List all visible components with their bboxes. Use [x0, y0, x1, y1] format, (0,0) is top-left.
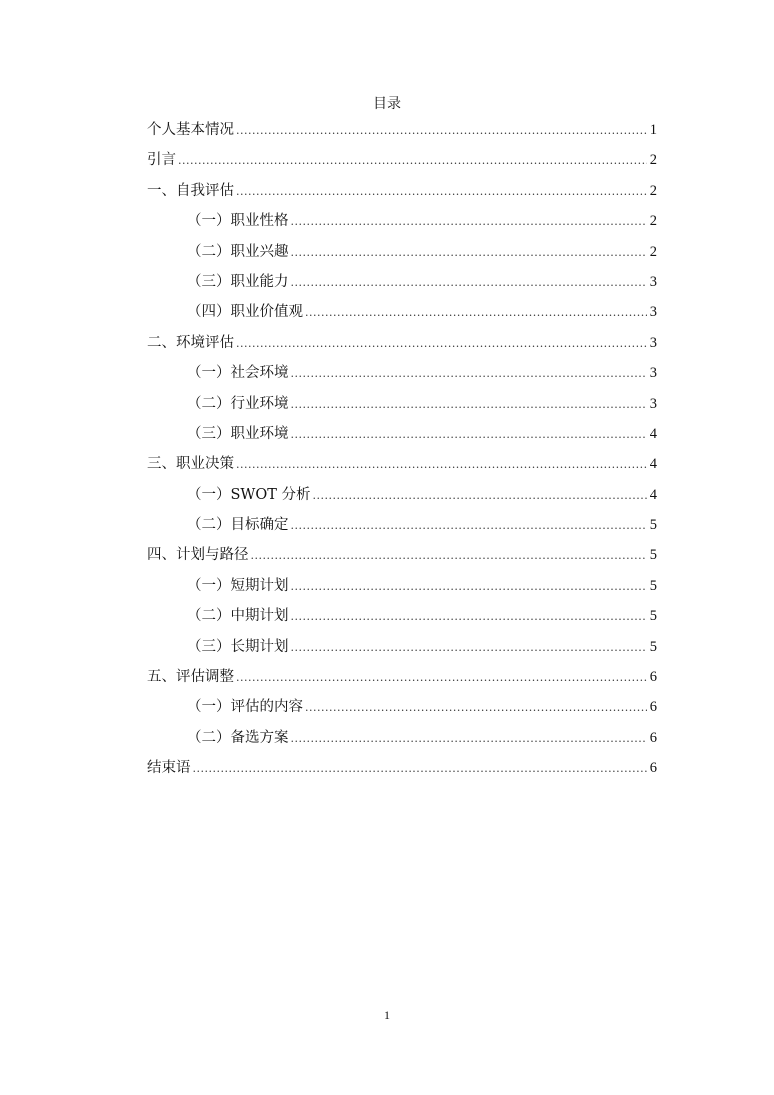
toc-dot-leader [291, 210, 648, 234]
toc-dot-leader [291, 271, 648, 295]
toc-entry[interactable] [147, 179, 657, 209]
toc-dot-leader [236, 453, 647, 477]
toc-entry[interactable] [147, 392, 657, 422]
toc-entry[interactable] [147, 756, 657, 786]
toc-entry-page: 5 [649, 577, 657, 594]
toc-entry-label: 个人基本情况 [147, 122, 234, 138]
toc-entry-label: （三）职业能力 [187, 273, 289, 290]
toc-entry[interactable] [147, 604, 657, 634]
toc-entry-page: 6 [649, 669, 657, 686]
toc-entry[interactable] [147, 726, 657, 756]
toc-entry[interactable] [147, 209, 657, 239]
toc-dot-leader [291, 605, 648, 629]
toc-dot-leader [313, 484, 647, 508]
toc-entry-label: 结束语 [147, 760, 191, 777]
toc-entry-label: （二）行业环境 [187, 395, 289, 412]
toc-dot-leader [236, 180, 647, 204]
toc-entry-page: 4 [649, 456, 657, 473]
toc-entry[interactable] [147, 270, 657, 300]
toc-entry[interactable] [147, 361, 657, 391]
toc-entry-label: （二）中期计划 [187, 608, 289, 625]
toc-entry-label: （一）SWOT 分析 [187, 486, 311, 503]
toc-entry[interactable] [147, 665, 657, 695]
toc-entry-page: 3 [649, 334, 657, 351]
toc-dot-leader [291, 362, 648, 386]
toc-entry-page: 3 [649, 365, 657, 382]
toc-entry-label: 三、职业决策 [147, 456, 234, 473]
toc-dot-leader [236, 666, 647, 690]
toc-entry-page: 5 [649, 517, 657, 534]
toc-dot-leader [305, 301, 647, 325]
toc-entry-label: 二、环境评估 [147, 334, 234, 351]
toc-dot-leader [236, 119, 647, 143]
toc-dot-leader [193, 757, 648, 781]
toc-entry-page: 2 [649, 213, 657, 230]
toc-entry[interactable] [147, 331, 657, 361]
toc-entry[interactable] [147, 483, 657, 513]
toc-entry-page: 3 [649, 273, 657, 290]
toc-entry[interactable] [147, 118, 657, 148]
toc-entry-page: 6 [649, 760, 657, 777]
toc-entry[interactable] [147, 513, 657, 543]
toc-entry-page: 3 [649, 304, 657, 321]
toc-list [147, 118, 657, 787]
toc-entry-page: 1 [649, 122, 657, 138]
toc-entry-page: 5 [649, 638, 657, 655]
toc-entry-label: （三）职业环境 [187, 425, 289, 442]
toc-entry-label: （一）职业性格 [187, 213, 289, 230]
toc-entry[interactable] [147, 300, 657, 330]
toc-entry-label: （三）长期计划 [187, 638, 289, 655]
toc-entry-page: 5 [649, 547, 657, 564]
toc-entry-page: 2 [649, 182, 657, 199]
toc-entry-page: 4 [649, 486, 657, 503]
toc-entry-label: （四）职业价值观 [187, 304, 303, 321]
toc-entry-label: 五、评估调整 [147, 669, 234, 686]
toc-entry-page: 3 [649, 395, 657, 412]
toc-entry-label: （二）备选方案 [187, 729, 289, 746]
toc-entry-label: （二）目标确定 [187, 517, 289, 534]
toc-entry[interactable] [147, 543, 657, 573]
toc-dot-leader [305, 696, 647, 720]
toc-dot-leader [291, 241, 648, 265]
toc-dot-leader [291, 393, 648, 417]
toc-title: 目录 [373, 96, 401, 112]
toc-entry-page: 6 [649, 699, 657, 716]
page-number: 1 [384, 1008, 390, 1022]
toc-entry[interactable] [147, 148, 657, 178]
toc-entry-label: 引言 [147, 152, 176, 169]
toc-entry-label: （二）职业兴趣 [187, 243, 289, 260]
toc-dot-leader [291, 423, 648, 447]
toc-dot-leader [178, 149, 647, 173]
toc-entry-label: 四、计划与路径 [147, 547, 249, 564]
toc-entry[interactable] [147, 422, 657, 452]
toc-entry-page: 4 [649, 425, 657, 442]
toc-entry-page: 2 [649, 152, 657, 169]
toc-dot-leader [291, 575, 648, 599]
toc-entry-label: （一）短期计划 [187, 577, 289, 594]
toc-entry-label: （一）社会环境 [187, 365, 289, 382]
toc-entry[interactable] [147, 452, 657, 482]
toc-dot-leader [291, 727, 648, 751]
toc-entry-label: 一、自我评估 [147, 182, 234, 199]
toc-entry[interactable] [147, 574, 657, 604]
toc-entry[interactable] [147, 240, 657, 270]
toc-entry[interactable] [147, 695, 657, 725]
toc-entry-label: （一）评估的内容 [187, 699, 303, 716]
toc-entry-page: 5 [649, 608, 657, 625]
toc-dot-leader [236, 332, 647, 356]
toc-entry-page: 6 [649, 729, 657, 746]
toc-dot-leader [291, 514, 648, 538]
toc-dot-leader [291, 636, 648, 660]
toc-dot-leader [251, 544, 648, 568]
toc-entry-page: 2 [649, 243, 657, 260]
toc-entry[interactable] [147, 635, 657, 665]
